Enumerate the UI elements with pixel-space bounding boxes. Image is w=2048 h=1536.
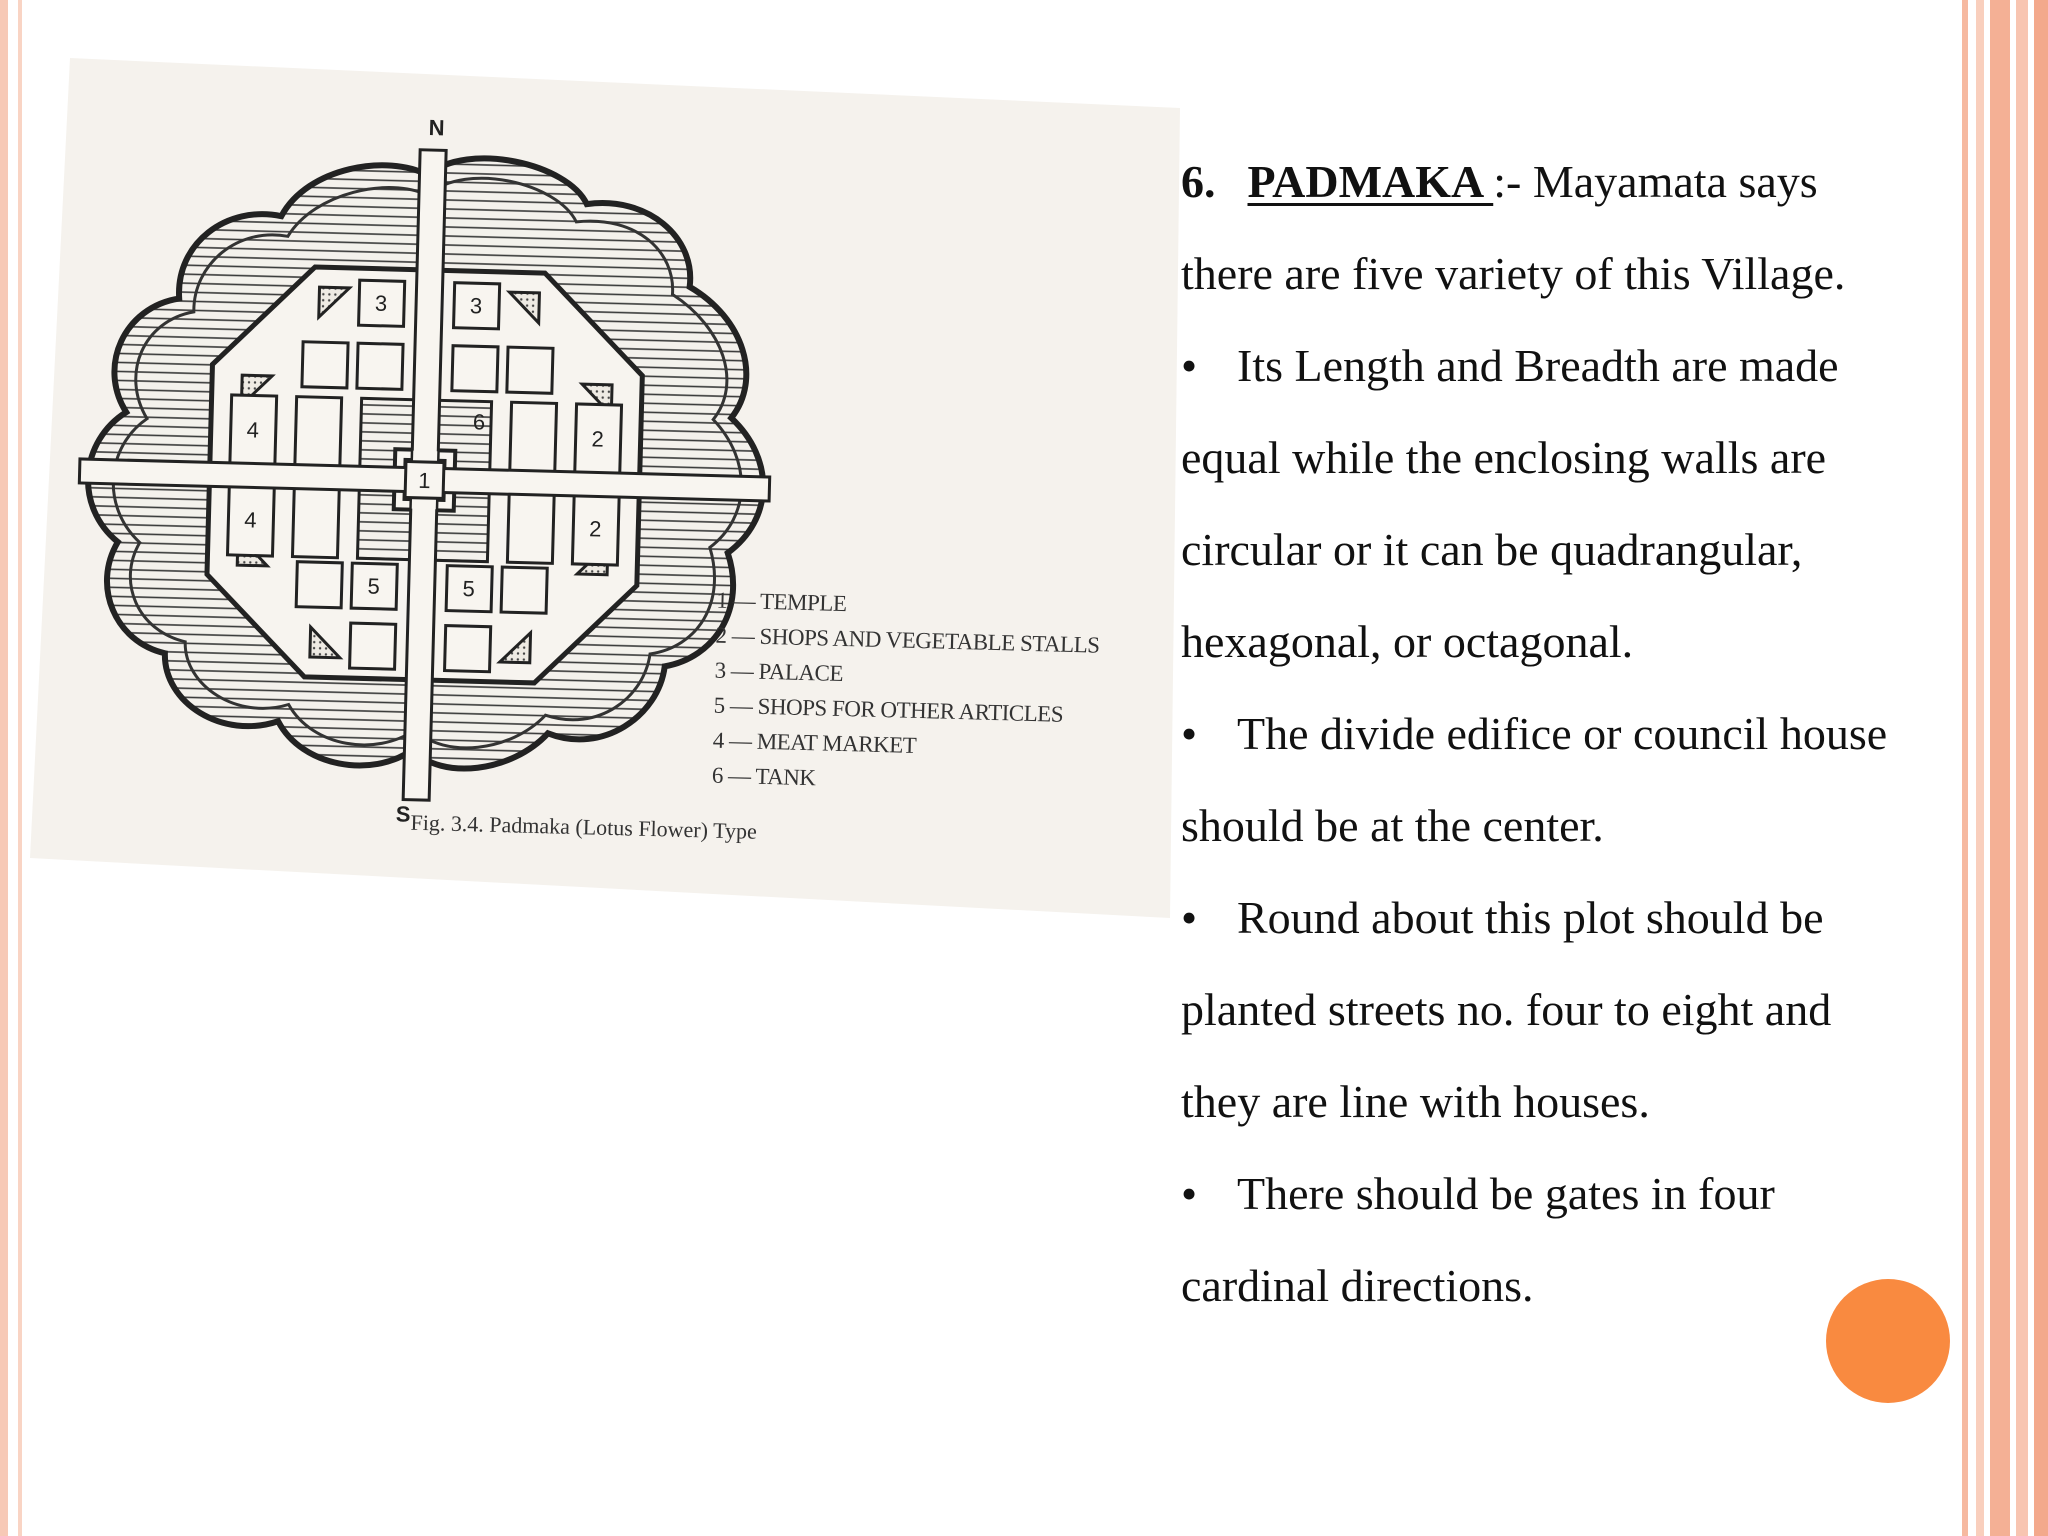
text-line: planted streets no. four to eight and: [1181, 984, 1832, 1035]
plot-label-shops-other: 5: [462, 576, 476, 602]
heading-title: PADMAKA: [1247, 156, 1494, 207]
right-border-stripe: [1990, 0, 2010, 1536]
plot-label-shops-other: 5: [367, 573, 381, 599]
text-line: hexagonal, or octagonal.: [1181, 616, 1634, 667]
legend-item: 6 — TANK: [711, 762, 816, 791]
bullet-line: [1181, 320, 1971, 412]
legend-item: 1 — TEMPLE: [716, 587, 847, 617]
text-line: cardinal directions.: [1181, 1260, 1534, 1311]
text-line: they are line with houses.: [1181, 1076, 1650, 1127]
padmaka-figure-photo: [30, 58, 1180, 918]
right-border-stripe: [2034, 0, 2048, 1536]
plot-label-temple: 1: [418, 467, 431, 494]
text-line: circular or it can be quadrangular,: [1181, 524, 1803, 575]
bullet-text: The divide edifice or council house: [1237, 708, 1888, 759]
bullet-line: [1181, 872, 1971, 964]
slide-body-text: [1181, 136, 1971, 1332]
bullet-line: [1181, 1148, 1971, 1240]
legend-item: 3 — PALACE: [714, 657, 844, 686]
legend-item: 5 — SHOPS FOR OTHER ARTICLES: [713, 692, 1064, 727]
left-border-stripe-inner: [18, 0, 22, 1536]
plot-label-tank: 6: [472, 409, 486, 435]
legend-item: 2 — SHOPS AND VEGETABLE STALLS: [715, 622, 1100, 658]
figure-caption: Fig. 3.4. Padmaka (Lotus Flower) Type: [410, 809, 758, 844]
left-border-stripe: [0, 0, 8, 1536]
bullet-icon: •: [1181, 1168, 1198, 1219]
heading-number: 6.: [1181, 156, 1216, 207]
bullet-icon: •: [1181, 340, 1198, 391]
text-line: there are five variety of this Village.: [1181, 248, 1846, 299]
bullet-line: [1181, 688, 1971, 780]
plot-label-palace: 3: [374, 290, 388, 316]
heading-rest: :- Mayamata says: [1493, 156, 1818, 207]
compass-south-label: S: [395, 801, 411, 827]
bullet-text: Round about this plot should be: [1237, 892, 1824, 943]
compass-north-label: N: [428, 114, 445, 141]
plot-label-shops-veg: 2: [588, 516, 602, 542]
plot-label-meat: 4: [246, 417, 260, 443]
plot-label-palace: 3: [469, 293, 483, 319]
plot-label-meat: 4: [243, 507, 257, 533]
bullet-icon: •: [1181, 892, 1198, 943]
orange-circle-decoration: [1826, 1279, 1950, 1403]
heading-line: [1181, 136, 1971, 228]
legend-item: 4 — MEAT MARKET: [712, 727, 917, 758]
bullet-icon: •: [1181, 708, 1198, 759]
plot-label-shops-veg: 2: [591, 426, 605, 452]
right-border-stripe: [1976, 0, 1984, 1536]
text-line: equal while the enclosing walls are: [1181, 432, 1827, 483]
bullet-text: Its Length and Breadth are made: [1237, 340, 1839, 391]
text-line: should be at the center.: [1181, 800, 1604, 851]
bullet-text: There should be gates in four: [1237, 1168, 1775, 1219]
right-border-stripe: [2016, 0, 2028, 1536]
